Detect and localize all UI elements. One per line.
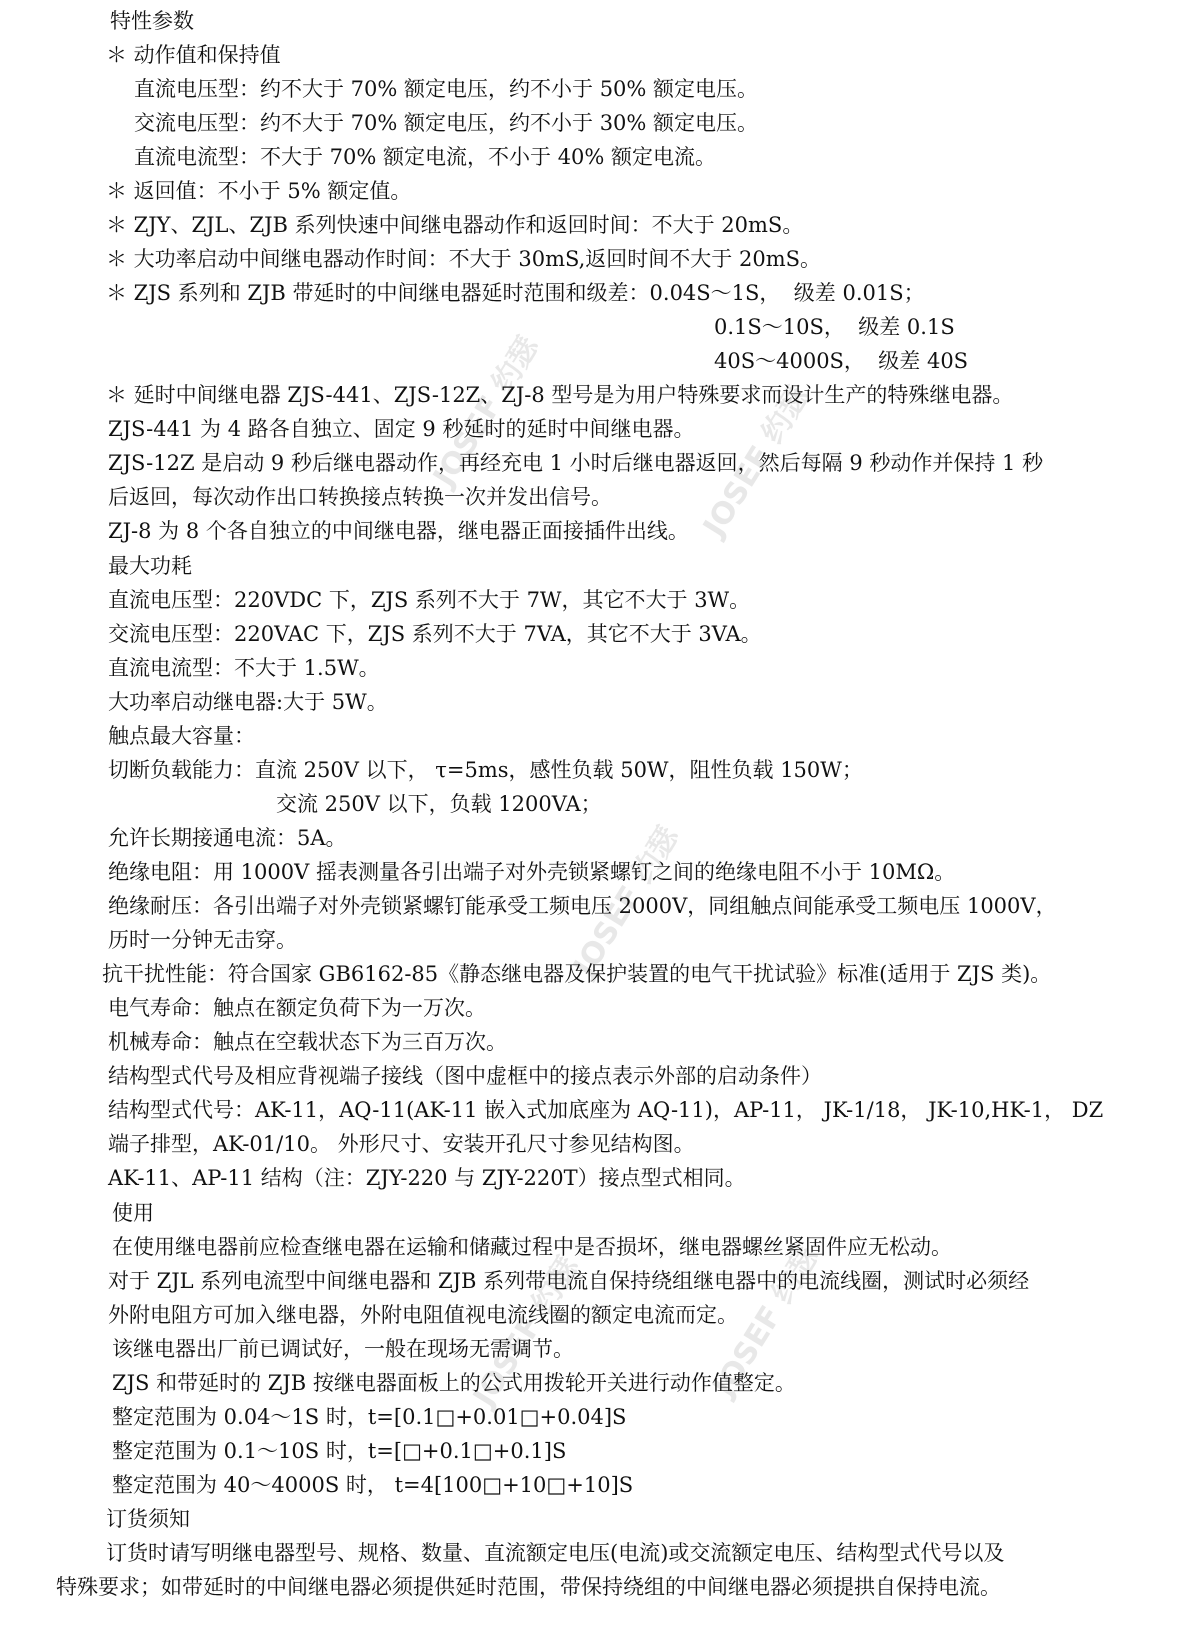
text-line: 直流电流型：不大于 1.5W。 — [108, 656, 380, 680]
bullet-item: ＊ 大功率启动中间继电器动作时间：不大于 30mS,返回时间不大于 20mS。 — [106, 247, 821, 271]
section-heading: 特性参数 — [110, 9, 194, 33]
bullet-item: ＊ 延时中间继电器 ZJS-441、ZJS-12Z、ZJ-8 型号是为用户特殊要求而设计生产的特殊继电器。 — [106, 383, 1014, 407]
text-line: ZJS-441 为 4 路各自独立、固定 9 秒延时的延时中间继电器。 — [108, 417, 695, 441]
text-line: 在使用继电器前应检查继电器在运输和储藏过程中是否损坏，继电器螺丝紧固件应无松动。 — [112, 1235, 952, 1259]
text-line: 40S～4000S， 级差 40S — [714, 349, 969, 373]
text-line: 切断负载能力：直流 250V 以下， τ=5ms，感性负载 50W，阻性负载 150W； — [108, 758, 863, 782]
text-line: 大功率启动继电器:大于 5W。 — [108, 690, 388, 714]
text-line: 绝缘耐压：各引出端子对外壳锁紧螺钉能承受工频电压 2000V，同组触点间能承受工频电压 1000V， — [108, 894, 1057, 918]
text-line: 订货时请写明继电器型号、规格、数量、直流额定电压(电流)或交流额定电压、结构型式代号以及 — [106, 1541, 1005, 1565]
text-line: 整定范围为 40～4000S 时， t=4[100□+10□+10]S — [112, 1473, 634, 1497]
section-heading: 最大功耗 — [108, 554, 192, 578]
text-line: ZJS 和带延时的 ZJB 按继电器面板上的公式用拨轮开关进行动作值整定。 — [112, 1371, 796, 1395]
text-line: 整定范围为 0.1～10S 时，t=[□+0.1□+0.1]S — [112, 1439, 567, 1463]
watermark-josef: JOSEF 约瑟 — [696, 380, 817, 543]
text-line: 端子排型，AK-01/10。 外形尺寸、安装开孔尺寸参见结构图。 — [108, 1132, 695, 1156]
text-line: 后返回，每次动作出口转换接点转换一次并发出信号。 — [108, 485, 612, 509]
text-line: 电气寿命：触点在额定负荷下为一万次。 — [108, 996, 486, 1020]
bullet-item: ＊ ZJY、ZJL、ZJB 系列快速中间继电器动作和返回时间：不大于 20mS。 — [106, 213, 804, 237]
section-heading: 使用 — [112, 1201, 154, 1225]
text-line: 交流电压型：约不大于 70% 额定电压，约不小于 30% 额定电压。 — [134, 111, 759, 135]
watermark-josef: JOSEF 约瑟 — [566, 820, 687, 983]
text-line: 直流电压型：约不大于 70% 额定电压，约不小于 50% 额定电压。 — [134, 77, 759, 101]
text-line: 结构型式代号：AK-11，AQ-11(AK-11 嵌入式加底座为 AQ-11)，AP-11， JK-1/18， JK-10,HK-1， DZ — [108, 1098, 1104, 1122]
text-line: AK-11、AP-11 结构（注：ZJY-220 与 ZJY-220T）接点型式相同。 — [108, 1166, 746, 1190]
text-line: 抗干扰性能：符合国家 GB6162-85《静态继电器及保护装置的电气干扰试验》标准(适用于 ZJS 类)。 — [102, 962, 1052, 986]
text-line: 交流 250V 以下，负载 1200VA； — [276, 792, 602, 816]
section-heading: 订货须知 — [106, 1507, 190, 1531]
watermark-josef: JOSEF 约瑟 — [426, 330, 547, 493]
text-line: 外附电阻方可加入继电器，外附电阻值视电流线圈的额定电流而定。 — [108, 1303, 738, 1327]
text-line: ZJS-12Z 是启动 9 秒后继电器动作，再经充电 1 小时后继电器返回，然后每隔 9 秒动作并保持 1 秒 — [108, 451, 1044, 475]
text-line: ZJ-8 为 8 个各自独立的中间继电器，继电器正面接插件出线。 — [108, 519, 689, 543]
text-line: 直流电压型：220VDC 下，ZJS 系列不大于 7W，其它不大于 3W。 — [108, 588, 751, 612]
text-line: 允许长期接通电流：5A。 — [108, 826, 347, 850]
text-line: 机械寿命：触点在空载状态下为三百万次。 — [108, 1030, 507, 1054]
text-line: 该继电器出厂前已调试好，一般在现场无需调节。 — [112, 1337, 574, 1361]
bullet-item: ＊ 动作值和保持值 — [106, 43, 281, 67]
watermark-josef: JOSEF 约瑟 — [466, 1250, 587, 1413]
watermark-josef: JOSEF 约瑟 — [706, 1240, 827, 1403]
bullet-item: ＊ 返回值：不小于 5% 额定值。 — [106, 179, 412, 203]
text-line: 结构型式代号及相应背视端子接线（图中虚框中的接点表示外部的启动条件） — [108, 1064, 822, 1088]
bullet-item: ＊ ZJS 系列和 ZJB 带延时的中间继电器延时范围和级差：0.04S～1S， 级差 0.01S； — [106, 281, 925, 305]
text-line: 触点最大容量： — [108, 724, 255, 748]
text-line: 0.1S～10S， 级差 0.1S — [714, 315, 955, 339]
text-line: 对于 ZJL 系列电流型中间继电器和 ZJB 系列带电流自保持绕组继电器中的电流线圈，测试时必须经 — [108, 1269, 1030, 1293]
text-line: 整定范围为 0.04～1S 时，t=[0.1□+0.01□+0.04]S — [112, 1405, 627, 1429]
text-line: 历时一分钟无击穿。 — [108, 928, 297, 952]
text-line: 特殊要求；如带延时的中间继电器必须提供延时范围，带保持绕组的中间继电器必须提拱自保持电流。 — [56, 1575, 1001, 1599]
text-line: 绝缘电阻：用 1000V 摇表测量各引出端子对外壳锁紧螺钉之间的绝缘电阻不小于 10MΩ。 — [108, 860, 956, 884]
text-line: 交流电压型：220VAC 下，ZJS 系列不大于 7VA，其它不大于 3VA。 — [108, 622, 762, 646]
text-line: 直流电流型：不大于 70% 额定电流，不小于 40% 额定电流。 — [134, 145, 717, 169]
